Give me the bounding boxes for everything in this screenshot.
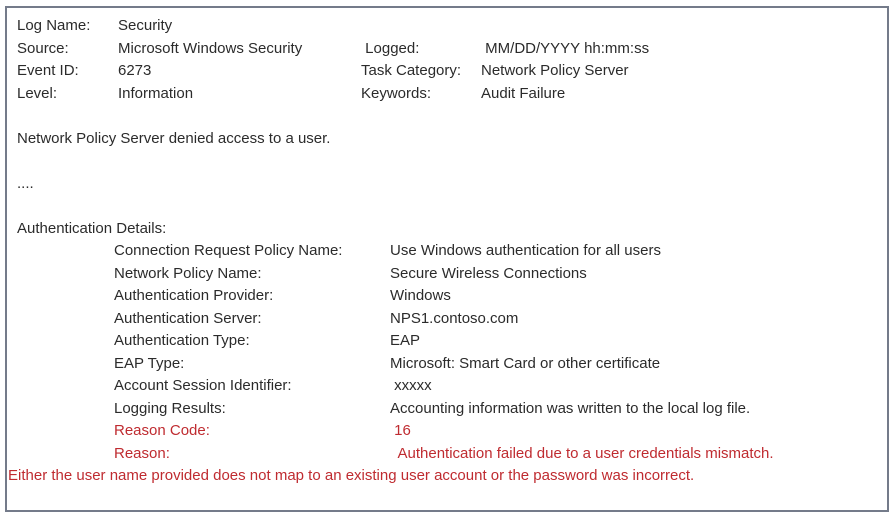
- authentication-server-label: Authentication Server:: [114, 309, 262, 327]
- authentication-type-value: EAP: [390, 332, 421, 349]
- detail-row-eap-type: [7, 353, 887, 376]
- logging-results-label: Logging Results:: [114, 399, 226, 417]
- source-label: Source:: [17, 39, 69, 57]
- authentication-provider-label: Authentication Provider:: [114, 287, 274, 304]
- authentication-type-label: Authentication Type:: [114, 332, 250, 349]
- task-category-value: Network Policy Server: [481, 62, 629, 79]
- event-id-label: Event ID:: [17, 62, 79, 79]
- detail-row-authentication-server: [7, 308, 887, 331]
- detail-row-authentication-provider: [7, 285, 887, 308]
- reason-code-label: Reason Code:: [114, 422, 210, 439]
- detail-row-authentication-type: [7, 330, 887, 353]
- reason-value: Authentication failed due to a user credentials mismatch.: [390, 444, 774, 462]
- detail-row-reason-code: [7, 420, 887, 443]
- logged-value: MM/DD/YYYY hh:mm:ss: [481, 39, 650, 57]
- header-row-eventid-taskcategory: [7, 60, 887, 83]
- reason-code-value: 16: [390, 422, 411, 439]
- log-name-value: Security: [118, 17, 173, 34]
- level-label: Level:: [17, 84, 58, 102]
- authentication-details-heading: Authentication Details:: [17, 219, 167, 237]
- keywords-value: Audit Failure: [481, 84, 566, 102]
- event-log-content: [7, 8, 887, 488]
- header-empty-cell: [361, 15, 481, 38]
- logging-results-value: Accounting information was written to the local log file.: [390, 399, 751, 417]
- event-id-value: 6273: [118, 62, 152, 79]
- reason-label: Reason:: [114, 444, 170, 462]
- network-policy-name-value: Secure Wireless Connections: [390, 264, 587, 282]
- detail-row-network-policy-name: [7, 263, 887, 286]
- detail-row-account-session-identifier: [7, 375, 887, 398]
- event-description: Network Policy Server denied access to a user.: [17, 129, 331, 147]
- eap-type-label: EAP Type:: [114, 354, 185, 372]
- account-session-identifier-value: xxxxx: [390, 377, 432, 394]
- network-policy-name-label: Network Policy Name:: [114, 264, 262, 282]
- task-category-label: Task Category:: [361, 62, 462, 79]
- spacer-line: [7, 195, 887, 218]
- detail-row-reason: [7, 443, 887, 466]
- header-empty-cell: [481, 15, 887, 38]
- event-log-panel: [5, 6, 889, 512]
- spacer-line: [7, 105, 887, 128]
- ellipsis-line: ....: [17, 174, 34, 192]
- connection-request-policy-label: Connection Request Policy Name:: [114, 242, 343, 259]
- source-value: Microsoft Windows Security: [118, 39, 303, 57]
- spacer-line: [7, 150, 887, 173]
- authentication-provider-value: Windows: [390, 287, 451, 304]
- header-row-source-logged: [7, 38, 887, 61]
- detail-row-connection-request-policy: [7, 240, 887, 263]
- authentication-server-value: NPS1.contoso.com: [390, 309, 519, 327]
- logged-label: Logged:: [361, 39, 420, 57]
- account-session-identifier-label: Account Session Identifier:: [114, 377, 292, 394]
- detail-row-logging-results: [7, 398, 887, 421]
- log-name-label: Log Name:: [17, 17, 91, 34]
- header-row-level-keywords: [7, 83, 887, 106]
- keywords-label: Keywords:: [361, 84, 432, 102]
- header-row-log-name: [7, 15, 887, 38]
- level-value: Information: [118, 84, 194, 102]
- reason-explanation-line: Either the user name provided does not map to an existing user account or the password was incorrect.: [8, 467, 695, 484]
- eap-type-value: Microsoft: Smart Card or other certificate: [390, 354, 661, 372]
- connection-request-policy-value: Use Windows authentication for all users: [390, 242, 661, 259]
